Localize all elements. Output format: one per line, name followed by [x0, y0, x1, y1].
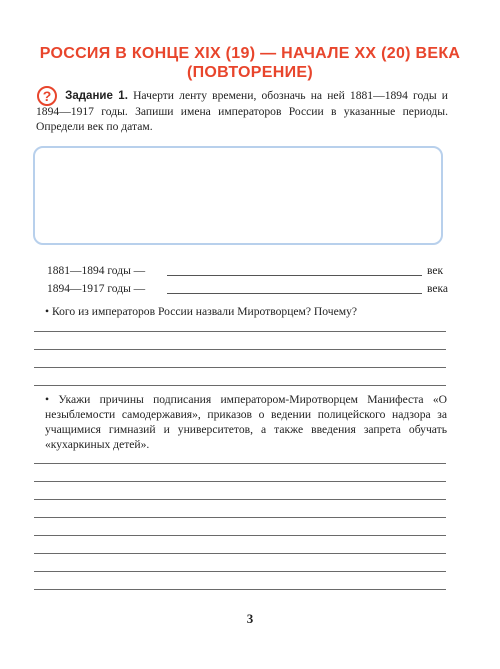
answer-line[interactable]: [34, 571, 446, 572]
answer-line[interactable]: [34, 517, 446, 518]
task-1: [36, 88, 448, 134]
answer-line[interactable]: [34, 589, 446, 590]
answer-row-suffix: век: [427, 265, 444, 277]
answer-line[interactable]: [34, 367, 446, 368]
page-number: 3: [246, 611, 254, 626]
answer-row-1: [47, 263, 447, 279]
timeline-drawing-box[interactable]: [33, 146, 443, 245]
answer-row-label: 1881—1894 годы —: [47, 265, 146, 277]
answer-row-label: 1894—1917 годы —: [47, 283, 146, 295]
answer-line[interactable]: [34, 385, 446, 386]
answer-row-suffix: века: [427, 283, 448, 295]
question-peacemaker: • Кого из императоров России назвали Миротворцем? Почему?: [45, 305, 358, 318]
task-text: Начерти ленту времени, обозначь на ней 1881—1894 годы и 1894—1917 годы. Запиши имена императоров России в указанные периоды. Определи век по датам.: [36, 89, 448, 133]
emperor-answer-line[interactable]: [167, 275, 357, 276]
answer-line[interactable]: [34, 463, 446, 464]
answer-line[interactable]: [34, 535, 446, 536]
answer-line[interactable]: [34, 481, 446, 482]
answer-row-2: [47, 281, 447, 297]
answer-line[interactable]: [34, 553, 446, 554]
answer-line[interactable]: [34, 349, 446, 350]
century-answer-line[interactable]: [346, 275, 422, 276]
century-answer-line[interactable]: [346, 293, 422, 294]
answer-line[interactable]: [34, 499, 446, 500]
answer-line[interactable]: [34, 331, 446, 332]
emperor-answer-line[interactable]: [167, 293, 357, 294]
task-heading: Задание 1.: [65, 90, 128, 102]
question-mark-icon: ?: [37, 86, 57, 106]
page-title: [30, 44, 470, 82]
page-title-line-1: РОССИЯ В КОНЦЕ XIX (19) — НАЧАЛЕ XX (20) ВЕКА: [39, 45, 461, 62]
page-title-line-2: (ПОВТОРЕНИЕ): [186, 64, 314, 81]
question-manifesto: • Укажи причины подписания императором-Миротворцем Манифеста «О незыблемости самодержавия», приказов о ведении полицейского надзора за учащимися гимназий и университетов, а также введения запрета обучать «кухаркиных детей».: [45, 393, 447, 451]
